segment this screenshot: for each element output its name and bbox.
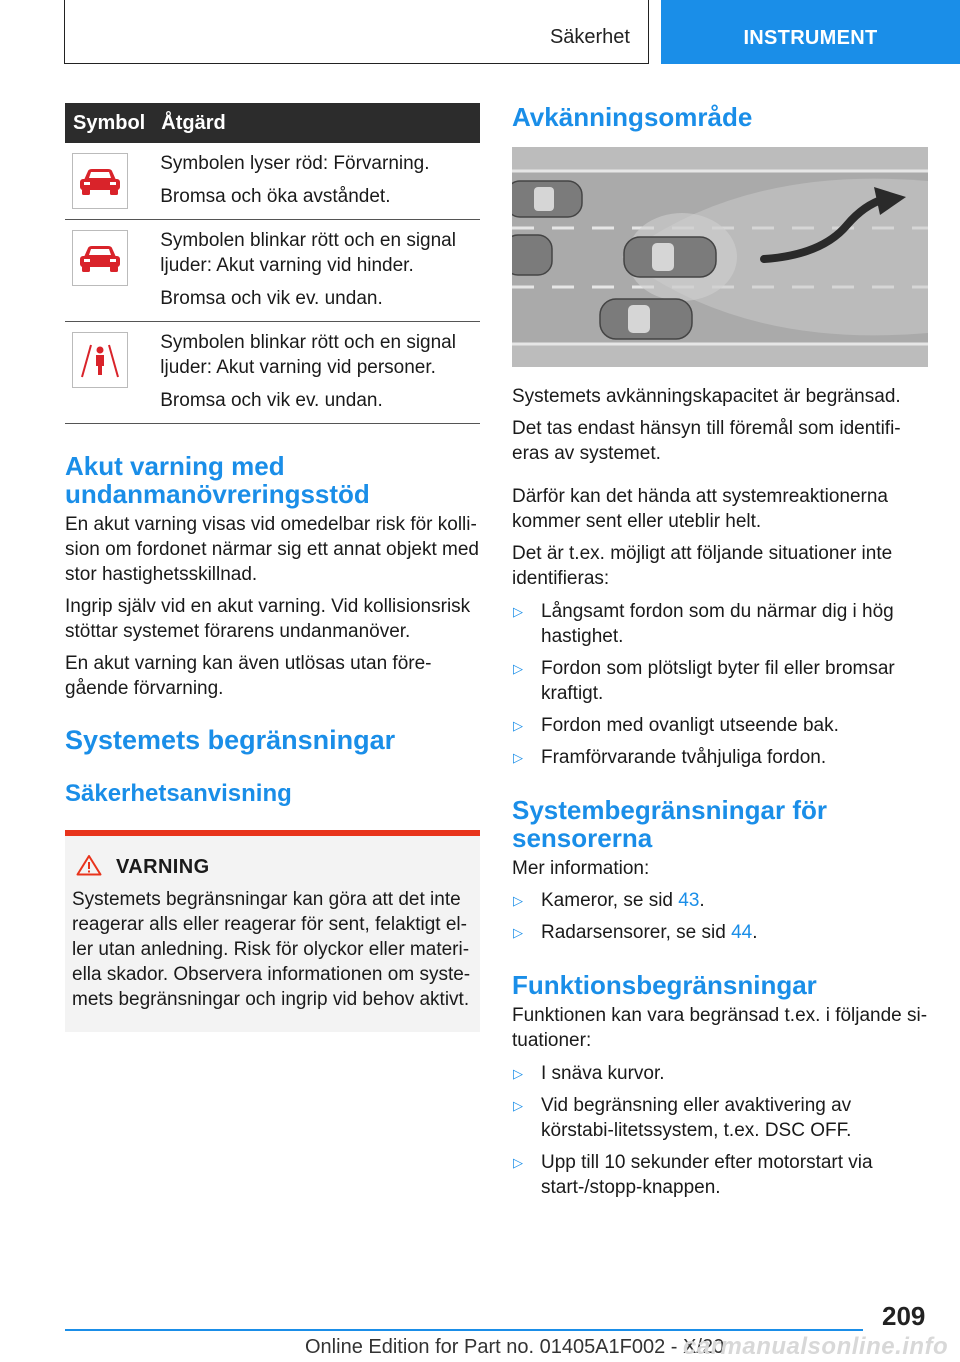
warning-box xyxy=(65,830,480,1032)
footer-edition: Online Edition for Part no. 01405A1F002 - X/20 xyxy=(305,1336,725,1358)
detection-area-illustration xyxy=(512,147,928,372)
paragraph: Det tas endast hänsyn till föremål som identifi-eras av systemet. xyxy=(512,418,901,464)
paragraph: Mer information: xyxy=(512,858,650,879)
triangle-bullet-icon: ▷ xyxy=(513,750,523,765)
car-red-icon xyxy=(72,230,128,286)
table-row xyxy=(65,220,480,322)
right-column xyxy=(512,103,928,1207)
heading-funktionsbegransningar: Funktionsbegränsningar xyxy=(512,970,817,1000)
paragraph: Det är t.ex. möjligt att följande situationer inte identifieras: xyxy=(512,543,893,589)
sensor-list xyxy=(512,888,928,945)
page-number: 209 xyxy=(882,1301,926,1331)
paragraph: En akut varning kan även utlösas utan före-gående förvarning. xyxy=(65,653,432,699)
triangle-bullet-icon: ▷ xyxy=(513,925,523,940)
warning-triangle-icon xyxy=(76,854,102,881)
header-section-tab xyxy=(64,0,649,64)
list-item: ▷ I snäva kurvor. xyxy=(513,1063,665,1084)
table-row xyxy=(65,322,480,424)
car-red-icon xyxy=(72,153,128,209)
table-row xyxy=(65,143,480,220)
warning-text: Systemets begränsningar kan göra att det inte reagerar alls eller reagerar för sent, felaktigt el-ler utan anledning. Risk för olyckor eller materi-ella skador. Observera informationen om syste-mets begränsningar och ingrip vid behov aktivt. xyxy=(72,889,471,1010)
function-list xyxy=(512,1061,928,1200)
triangle-bullet-icon: ▷ xyxy=(513,661,523,676)
paragraph: En akut varning visas vid omedelbar risk för kolli-sion om fordonet närmar sig ett annat objekt med stor hastighetsskillnad. xyxy=(65,514,480,585)
warning-title: VARNING xyxy=(116,856,210,878)
page-link-cameras[interactable]: 43 xyxy=(678,890,700,911)
triangle-bullet-icon: ▷ xyxy=(513,1155,523,1170)
table-header-symbol: Symbol xyxy=(65,103,153,143)
paragraph: Därför kan det hända att systemreaktionerna kommer sent eller uteblir helt. xyxy=(512,486,888,532)
limitation-list xyxy=(512,599,928,770)
triangle-bullet-icon: ▷ xyxy=(513,604,523,619)
triangle-bullet-icon: ▷ xyxy=(513,718,523,733)
list-item: ▷ Kameror, se sid 43. xyxy=(513,890,705,911)
left-column xyxy=(65,103,480,1032)
heading-akut-varning: Akut varning med undanmanövreringsstöd xyxy=(65,451,370,509)
paragraph: Systemets avkänningskapacitet är begränsad. xyxy=(512,386,901,407)
pedestrian-red-icon xyxy=(72,332,128,388)
symbol-table xyxy=(65,103,480,424)
list-item: ▷ Långsamt fordon som du närmar dig i hög hastighet. xyxy=(513,601,894,647)
heading-systembegransningar-sensorerna: Systembegränsningar för sensorerna xyxy=(512,795,827,853)
list-item: ▷ Fordon som plötsligt byter fil eller bromsar kraftigt. xyxy=(513,658,895,704)
header-section-title: Säkerhet xyxy=(549,26,630,48)
footer-watermark: carmanualsonline.info xyxy=(683,1333,949,1360)
paragraph: Funktionen kan vara begränsad t.ex. i följande si-tuationer: xyxy=(512,1005,928,1051)
table-header-action: Åtgärd xyxy=(153,103,480,143)
table-cell-line: Bromsa och vik ev. undan. xyxy=(160,288,383,309)
table-cell-line: Bromsa och öka avståndet. xyxy=(160,186,391,207)
list-item: ▷ Fordon med ovanligt utseende bak. xyxy=(513,715,839,736)
triangle-bullet-icon: ▷ xyxy=(513,1066,523,1081)
heading-systemets-begransningar: Systemets begränsningar xyxy=(65,725,396,755)
heading-sakerhetsanvisning: Säkerhetsanvisning xyxy=(65,780,292,807)
page-link-radar[interactable]: 44 xyxy=(731,922,753,943)
header-chapter-title: INSTRUMENT xyxy=(743,27,878,49)
list-item: ▷ Upp till 10 sekunder efter motorstart via start-/stopp-knappen. xyxy=(513,1152,873,1198)
heading-avkanningsomrade: Avkänningsområde xyxy=(512,102,753,132)
footer-divider xyxy=(65,1329,863,1331)
table-cell-line: Symbolen blinkar rött och en signal ljuder: Akut varning vid hinder. xyxy=(160,230,456,276)
header-chapter-tab xyxy=(661,0,960,64)
list-item: ▷ Radarsensorer, se sid 44. xyxy=(513,922,758,943)
triangle-bullet-icon: ▷ xyxy=(513,1098,523,1113)
table-cell-line: Symbolen blinkar rött och en signal ljuder: Akut varning vid personer. xyxy=(160,332,456,378)
triangle-bullet-icon: ▷ xyxy=(513,893,523,908)
list-item: ▷ Framförvarande tvåhjuliga fordon. xyxy=(513,747,827,768)
table-cell-line: Bromsa och vik ev. undan. xyxy=(160,390,383,411)
table-cell-line: Symbolen lyser röd: Förvarning. xyxy=(160,153,430,174)
paragraph: Ingrip själv vid en akut varning. Vid kollisionsrisk stöttar systemet förarens undanmanöver. xyxy=(65,596,471,642)
list-item: ▷ Vid begränsning eller avaktivering av körstabi-litetssystem, t.ex. DSC OFF. xyxy=(513,1095,852,1141)
